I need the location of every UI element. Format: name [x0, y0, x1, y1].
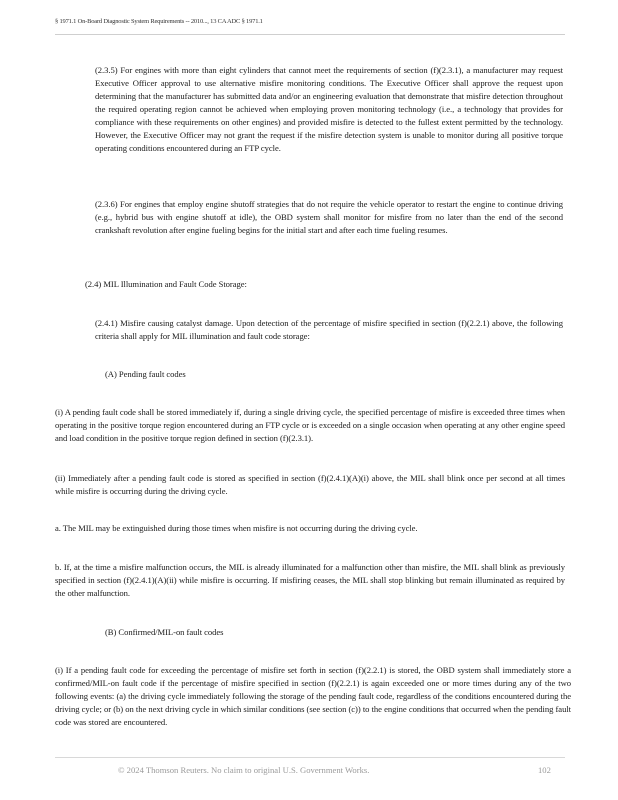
paragraph-2-3-5: (2.3.5) For engines with more than eight cylinders that cannot meet the requirements of section (f)(2.3.1), a manufacturer may request Executive Officer approval to use alternative misfire monitoring conditions. The Executive Officer shall approve the request upon determining that the manufacturer has submitted data and/or an engineering evaluation that demonstrate that misfire detection throughout the required operating region cannot be achieved when employing proven monitoring technology (i.e., a technology that provides for compliance with these requirements on other engines) and provided misfire is detected to the fullest extent permitted by the technology. However, the Executive Officer may not grant the request if the misfire detection system is unable to monitor during all positive torque operating conditions encountered during an FTP cycle. — [95, 65, 563, 153]
paragraph-2-4-1: (2.4.1) Misfire causing catalyst damage. Upon detection of the percentage of misfire specified in section (f)(2.2.1) above, the following criteria shall apply for MIL illumination and fault code storage: — [95, 318, 563, 341]
paragraph-A-ii: (ii) Immediately after a pending fault code is stored as specified in section (f)(2.4.1)(A)(i) above, the MIL shall blink once per second at all times while misfire is occurring during the driving cycle. — [55, 473, 565, 496]
footer-copyright: © 2024 Thomson Reuters. No claim to original U.S. Government Works. — [118, 765, 370, 775]
page-number: 102 — [538, 765, 551, 775]
running-header: § 1971.1 On-Board Diagnostic System Requirements -- 2010..., 13 CA ADC § 1971.1 — [55, 18, 263, 25]
paragraph-b: b. If, at the time a misfire malfunction occurs, the MIL is already illuminated for a malfunction other than misfire, the MIL shall blink as previously specified in section (f)(2.4.1)(A)(ii) while misfire is occurring. If misfiring ceases, the MIL shall stop blinking but remain illuminated as required by the other malfunction. — [55, 562, 565, 598]
subheading-pending-fault-codes: (A) Pending fault codes — [105, 369, 186, 379]
header-divider — [55, 34, 565, 35]
paragraph-B-i: (i) If a pending fault code for exceeding the percentage of misfire set forth in section (f)(2.2.1) is stored, the OBD system shall immediately store a confirmed/MIL-on fault code if the percentage of misfire specified in section (f)(2.2.1) is again exceeded one or more times during any of the two following events: (a) the driving cycle immediately following the storage of the pending fault code, regardless of the conditions encountered during the driving cycle; or (b) on the next driving cycle in which similar conditions (see section (c)) to the engine conditions that occurred when the pending fault code was stored are encountered. — [55, 665, 571, 727]
subheading-confirmed-fault-codes: (B) Confirmed/MIL-on fault codes — [105, 627, 224, 637]
footer-divider — [55, 757, 565, 758]
paragraph-A-i: (i) A pending fault code shall be stored immediately if, during a single driving cycle, the specified percentage of misfire is exceeded three times when operating in the positive torque region encountered during an FTP cycle or is exceeded on a single occasion when operating at any other engine speed and load condition in the positive torque region defined in section (f)(2.3.1). — [55, 407, 565, 443]
paragraph-a: a. The MIL may be extinguished during those times when misfire is not occurring during the driving cycle. — [55, 523, 418, 533]
section-heading-2-4: (2.4) MIL Illumination and Fault Code Storage: — [85, 279, 247, 289]
paragraph-2-3-6: (2.3.6) For engines that employ engine shutoff strategies that do not require the vehicle operator to restart the engine to continue driving (e.g., hybrid bus with engine shutoff at idle), the OBD system shall monitor for misfire from no later than the end of the second crankshaft revolution after engine fueling begins for the initial start and after each time fueling resumes. — [95, 199, 563, 235]
